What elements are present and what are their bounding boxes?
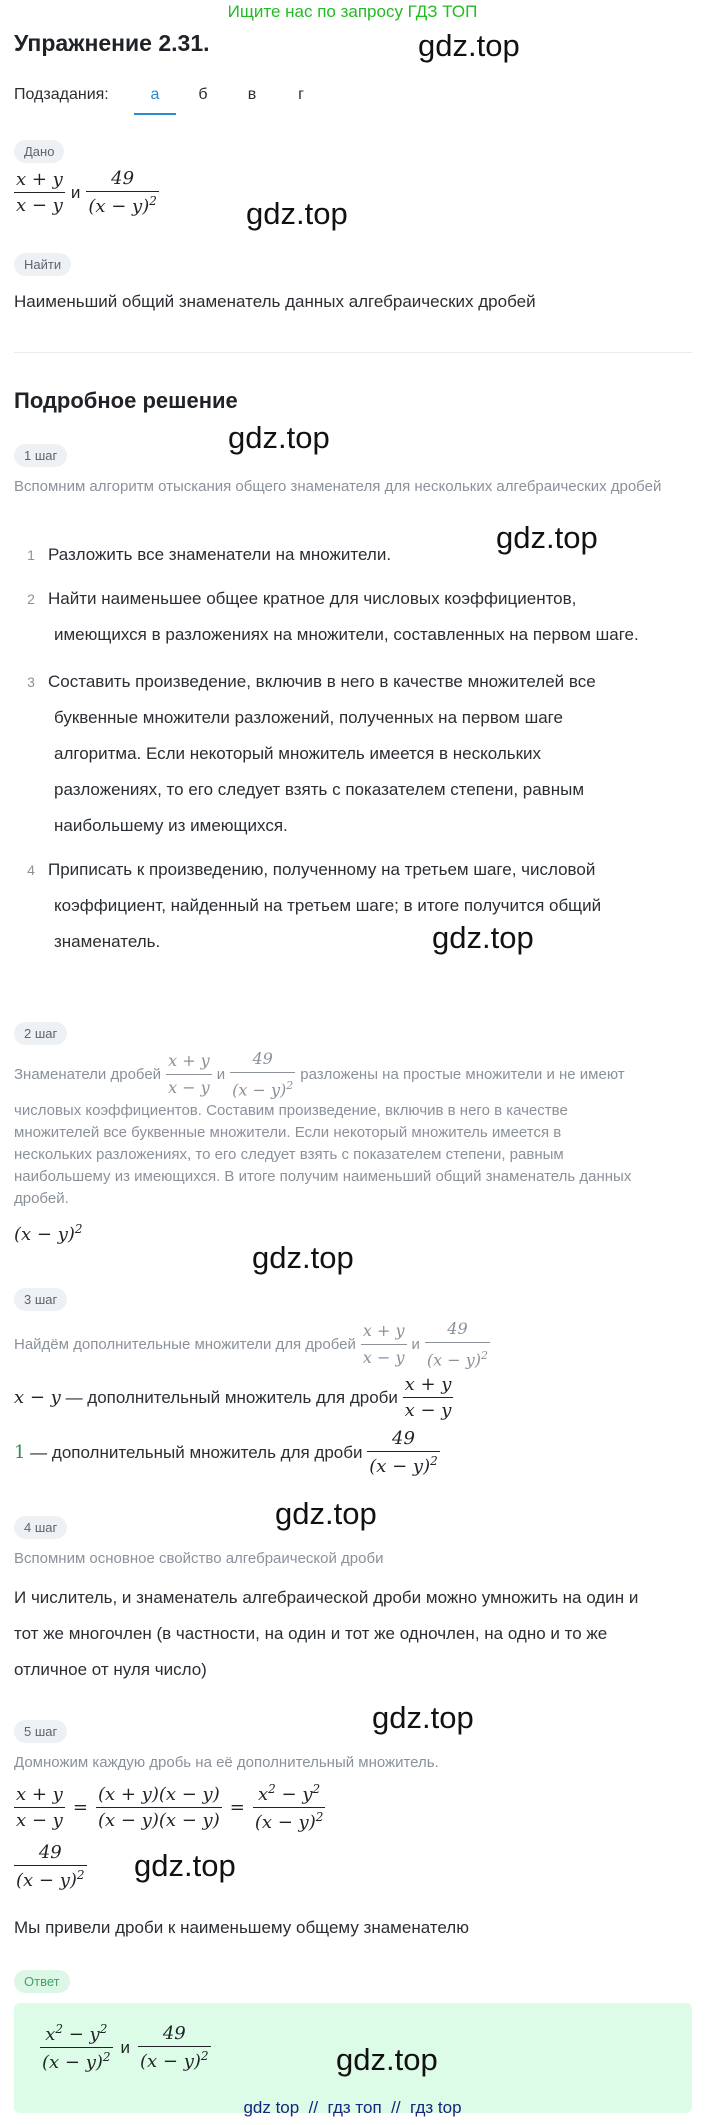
answer-chip: Ответ xyxy=(14,1970,70,1993)
section-divider xyxy=(14,352,692,353)
step4-text: И числитель, и знаменатель алгебраической дроби можно умножить на один и тот же многочлен (в частности, на один и тот же одночлен, на одно и то же отличное от нуля число) xyxy=(14,1588,639,1679)
answer-formula: $\frac{x^2 - y^2}{(x - y)^2}$ и $\frac{49}{(x - y)^2}$ xyxy=(42,2022,209,2073)
list-item: 2 Найти наименьшее общее кратное для числовых коэффициентов, имеющихся в разложениях на множители, составленных на первом шаге. xyxy=(27,589,639,644)
given-chip: Дано xyxy=(14,140,64,163)
tab-b[interactable]: б xyxy=(198,86,208,103)
footer-links[interactable]: gdz top // гдз топ // гдз top xyxy=(243,2098,462,2117)
solution-heading: Подробное решение xyxy=(14,388,238,413)
watermark: gdz.top xyxy=(246,196,348,231)
step2-result: $(x - y)^2$ xyxy=(14,1222,83,1245)
promo-banner[interactable]: Ищите нас по запросу ГДЗ ТОП xyxy=(227,2,478,21)
step5-fraction-mid: $\frac{(x + y)(x - y)}{(x - y)(x - y)}$ xyxy=(97,1784,220,1831)
tab-v[interactable]: в xyxy=(247,86,257,103)
answer-fraction-2: $\frac{49}{(x - y)^2}$ xyxy=(140,2023,209,2072)
step1-chip: 1 шаг xyxy=(14,444,67,467)
list-item: 4 Приписать к произведению, полученному на третьем шаге, числовой коэффициент, найденный на третьем шаге; в итоге получится общий знаменатель. xyxy=(27,860,602,951)
page-title: Упражнение 2.31. xyxy=(14,30,210,56)
step2-first-line: Знаменатели дробей $\frac{x + y}{x - y}$ и $\frac{49}{(x - y)^2}$ разложены на простые множители и не имеют xyxy=(14,1049,625,1100)
step1-intro: Вспомним алгоритм отыскания общего знаменателя для нескольких алгебраических дробей xyxy=(14,478,662,495)
step5-fraction-right: $\frac{x^2 - y^2}{(x - y)^2}$ xyxy=(254,1782,324,1833)
step2-fraction-2: $\frac{49}{(x - y)^2}$ xyxy=(232,1049,294,1100)
tab-g[interactable]: г xyxy=(298,86,304,103)
list-item: 3 Составить произведение, включив в него в качестве множителей все буквенные множители разложений, полученных на первом шаге алгоритма. Если некоторый множитель имеется в нескольких разложениях, то его следует взять с показателем степени, равным наибольшему из имеющихся. xyxy=(27,672,596,835)
step5-equation: $\frac{x + y}{x - y}$ = $\frac{(x + y)(x - y)}{(x - y)(x - y)}$ = $\frac{x^2 - y^2}{(x - y)^2}$ xyxy=(16,1782,324,1833)
watermark: gdz.top xyxy=(372,1700,474,1735)
step2-chip: 2 шаг xyxy=(14,1022,67,1045)
watermark: gdz.top xyxy=(432,920,534,955)
step5-conclusion: Мы привели дроби к наименьшему общему знаменателю xyxy=(14,1918,469,1937)
step5-fraction-left: $\frac{x + y}{x - y}$ xyxy=(16,1784,63,1831)
watermark: gdz.top xyxy=(228,420,330,455)
step5-second-fraction: $\frac{49}{(x - y)^2}$ xyxy=(16,1842,85,1891)
given-formula: $\frac{x + y}{x - y}$ и $\frac{49}{(x - y)^2}$ xyxy=(16,168,157,217)
answer-fraction-1: $\frac{x^2 - y^2}{(x - y)^2}$ xyxy=(42,2022,111,2073)
watermark: gdz.top xyxy=(134,1848,236,1883)
step2-fraction-1: $\frac{x + y}{x - y}$ xyxy=(168,1051,210,1098)
given-fraction-2: $\frac{49}{(x - y)^2}$ xyxy=(88,168,157,217)
tab-a[interactable]: а xyxy=(150,86,160,103)
step3-line2-fraction: $\frac{49}{(x - y)^2}$ xyxy=(369,1428,438,1477)
watermark: gdz.top xyxy=(252,1240,354,1275)
watermark: gdz.top xyxy=(336,2042,438,2077)
step3-fraction-1: $\frac{x + y}{x - y}$ xyxy=(362,1321,405,1368)
step3-line-2: 1 — дополнительный множитель для дроби $\frac{49}{(x - y)^2}$ xyxy=(14,1428,438,1477)
step4-intro: Вспомним основное свойство алгебраической дроби xyxy=(14,1550,384,1567)
step3-line-1: x − y — дополнительный множитель для дроби $\frac{x + y}{x - y}$ xyxy=(14,1374,452,1421)
active-tab-underline xyxy=(134,113,176,115)
step3-line1-fraction: $\frac{x + y}{x - y}$ xyxy=(404,1374,452,1421)
given-fraction-1: $\frac{x + y}{x - y}$ xyxy=(16,169,63,216)
list-item: 1 Разложить все знаменатели на множители. xyxy=(27,545,392,564)
step3-intro: Найдём дополнительные множители для дробей $\frac{x + y}{x - y}$ и $\frac{49}{(x - y)^2}$ xyxy=(14,1319,489,1370)
step5-chip: 5 шаг xyxy=(14,1720,67,1743)
watermark: gdz.top xyxy=(418,28,520,63)
find-text: Наименьший общий знаменатель данных алгебраических дробей xyxy=(14,292,536,311)
step2-text: числовых коэффициентов. Составим произведение, включив в него в качестве множителей все буквенные множители. Если некоторый множитель имеется в нескольких разложениях, то его следует взять с показателем степени, равным наибольшему из имеющихся. В итоге получим наименьший общий знаменатель данных дробей. xyxy=(14,1102,632,1207)
watermark: gdz.top xyxy=(496,520,598,555)
step3-chip: 3 шаг xyxy=(14,1288,67,1311)
find-chip: Найти xyxy=(14,253,71,276)
subtasks-label: Подзадания: xyxy=(14,86,109,103)
watermark: gdz.top xyxy=(275,1496,377,1531)
step5-intro: Домножим каждую дробь на её дополнительный множитель. xyxy=(14,1754,439,1771)
step4-chip: 4 шаг xyxy=(14,1516,67,1539)
step3-fraction-2: $\frac{49}{(x - y)^2}$ xyxy=(426,1319,489,1370)
